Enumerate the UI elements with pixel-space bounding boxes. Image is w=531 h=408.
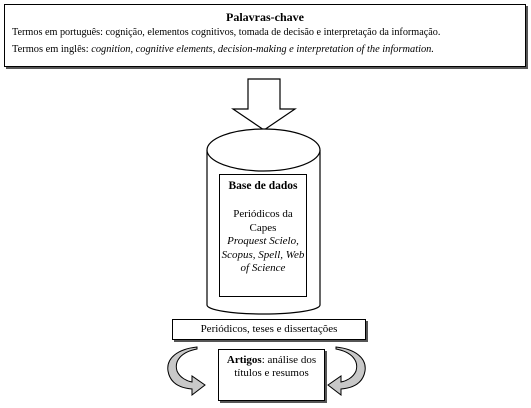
right-curved-arrow-icon [328,347,365,395]
database-box [219,174,307,297]
results-box [172,319,366,340]
portuguese-terms-label: Termos em português: [12,27,103,38]
database-list: Proquest Scielo, Scopus, Spell, Web of Science [221,235,305,274]
database-source: Periódicos da Capes [233,208,293,234]
database-title: Base de dados [228,180,298,192]
articles-text [222,354,321,379]
down-arrow-icon [233,79,295,130]
results-text: Periódicos, teses e dissertações [200,323,338,335]
articles-box [218,349,325,401]
portuguese-terms: cognição, elementos cognitivos, tomada de decisão e interpretação da informação. [105,27,441,38]
database-text [220,208,306,276]
articles-title: Artigos [226,354,262,366]
english-terms: cognition, cognitive elements, decision-making e interpretation of the information. [91,44,434,55]
keywords-title: Palavras-chave [226,10,304,24]
english-terms-label: Termos em inglês: [12,44,89,55]
left-curved-arrow-icon [168,347,205,395]
articles-description: : análise dos títulos e resumos [234,354,317,379]
